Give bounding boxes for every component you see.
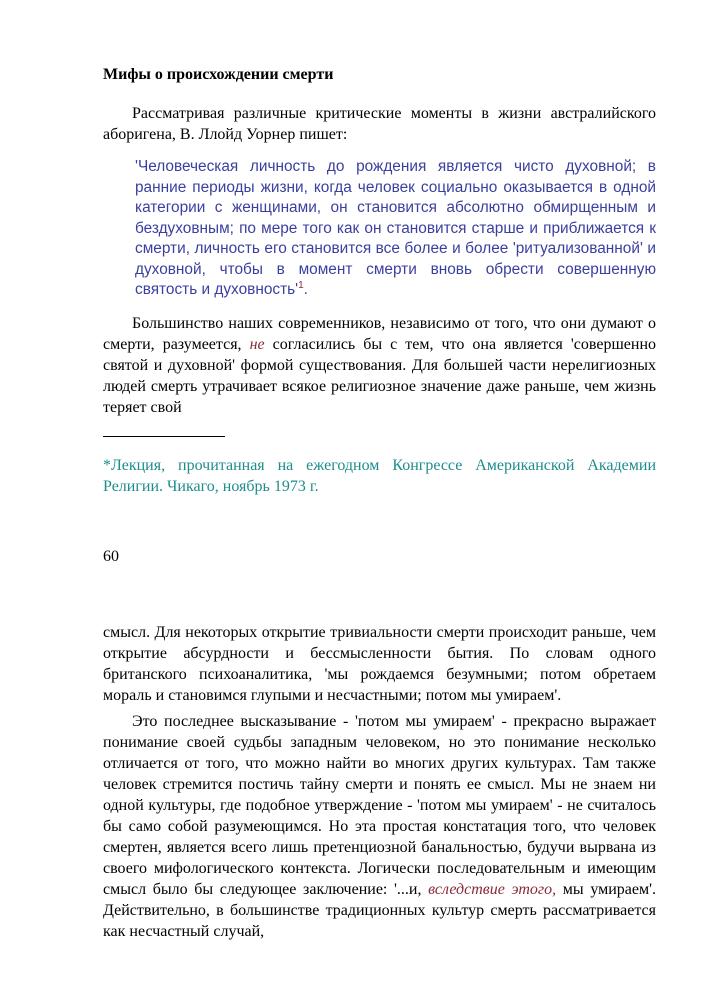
paragraph-2-after: согласились бы с тем, что она является 'совершенно святой и духовной' формой существования. Для большей части нерелигиозных людей смерть утрачивает всякое религиозное значение даже раньше, чем жизнь теряет свой (103, 336, 657, 416)
footnote-text: *Лекция, прочитанная на ежегодном Конгрессе Американской Академии Религии. Чикаго, ноябрь 1973 г. (103, 457, 656, 495)
section-heading: Мифы о происхождении смерти (103, 66, 334, 83)
paragraph-2-before: Большинство наших современников, независимо от того, что они думают о смерти, разумеется, (103, 315, 656, 353)
emphasis-word: не (249, 336, 265, 353)
quote-text: 'Человеческая личность до рождения является чисто духовной; в ранние периоды жизни, когда человек социально оказывается в одной категории с женщинами, он становится абсолютно обмирщенным и бездуховным; по мере того как он становится старше и приближается к смерти, личность его становится все более и более 'ритуализованной' и духовной, чтобы в момент смерти вновь обрести совершенную святость и духовность' (135, 158, 656, 298)
page-number: 60 (103, 548, 119, 565)
paragraph-4-before: Это последнее высказывание - 'потом мы умираем' - прекрасно выражает понимание своей судьбы западным человеком, но это понимание несколько отличается от того, что можно найти во многих других культурах. Там также человек стремится постичь тайну смерти и понять ее смысл. Мы не знаем ни одной культуры, где подобное утверждение - 'потом мы умираем' - не считалось бы само собой разумеющимся. Но эта простая констатация того, что человек смертен, является всего лишь претенциозной банальностью, будучи вырвана из своего мифологического контекста. Логически последовательным и имеющим смысл было бы следующее заключение: '...и, (103, 713, 656, 898)
footnote-separator (103, 436, 225, 437)
paragraph-2 (103, 313, 656, 418)
paragraph-3: смысл. Для некоторых открытие тривиальности смерти происходит раньше, чем открытие абсурдности и бессмысленности бытия. По словам одного британского психоаналитика, 'мы рождаемся безумными; потом обретаем мораль и становимся глупыми и несчастными; потом мы умираем'. (103, 624, 656, 704)
quote-end: . (303, 281, 308, 298)
block-quote (135, 157, 656, 301)
paragraph-4 (103, 711, 656, 942)
intro-paragraph: Рассматривая различные критические моменты в жизни австралийского аборигена, В. Ллойд Уорнер пишет: (103, 105, 656, 143)
paragraph-4-after: мы умираем'. Действительно, в большинстве традиционных культур смерть рассматривается как несчастный случай, (103, 881, 657, 940)
emphasis-phrase: вследствие этого, (428, 881, 557, 898)
footnote-marker[interactable]: 1 (298, 279, 304, 291)
